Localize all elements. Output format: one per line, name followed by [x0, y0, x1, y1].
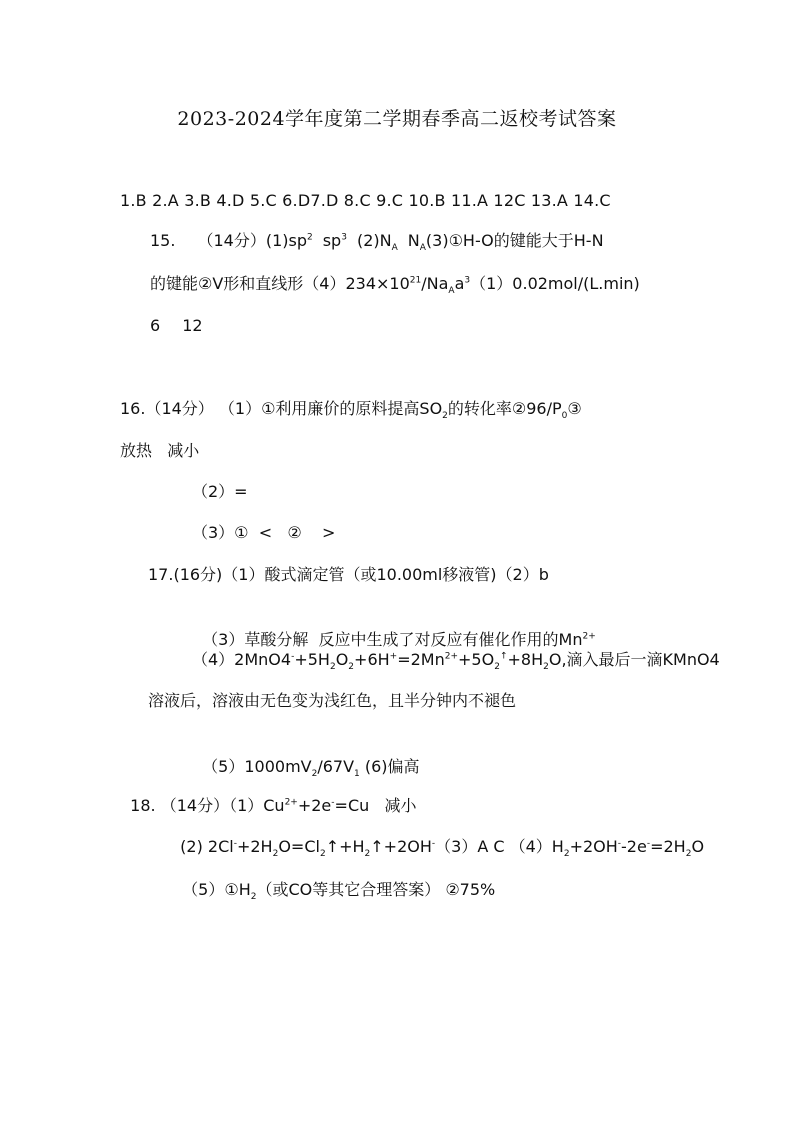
- q16-line-2: 放热 减小: [120, 441, 200, 460]
- q15-number: 15.: [150, 231, 176, 250]
- q16-line-3: （2）=: [192, 482, 248, 501]
- q17-line-1: 17.(16分)（1）酸式滴定管（或10.00ml移液管)（2）b: [148, 565, 549, 584]
- q15-line-3: 6 12: [150, 316, 203, 335]
- q17-line-3: $(4)2MnO4^-+5H_2O_2+6H^+=2Mn^{2+}+5O_2^↑+8H_2O$,滴入最后一滴KMnO4: [192, 650, 720, 673]
- q17-line-2: （3）草酸分解 反应中生成了对反应有催化作用的$Mn^{2+}$: [202, 630, 596, 649]
- q17-line-5: $(5)1000mV_2/67V_1$ (6)偏高: [202, 757, 420, 780]
- q15-line-2: 的键能②V形和直线形$(4)234\times 10^{21}/Na_Aa^3(1)0.02mol/(L.\min)$: [150, 274, 640, 297]
- q17-line-4: 溶液后，溶液由无色变为浅红色，且半分钟内不褪色: [148, 691, 517, 710]
- q16-line-4: （3）① < ② >: [192, 523, 336, 542]
- q18-line-2: (2) $2Cl^-+2H_2O=Cl_2↑+H_2↑+2OH^-(3)A$ C $(4)H_2+2OH^--2e^-=2H_2O$: [180, 837, 705, 860]
- q15-line-1: 15. （14分）$(1)sp^2$ $sp^3$ $(2)N_A$ $N_A(3)①H-O$的键能大于H-N: [150, 231, 604, 254]
- q18-line-1: 18. （14分）$(1)Cu^{2+}+2e^-=Cu$ 减小: [130, 796, 417, 815]
- multiple-choice-answers: 1.B 2.A 3.B 4.D 5.C 6.D7.D 8.C 9.C 10.B 11.A 12C 13.A 14.C: [120, 191, 611, 210]
- q18-line-3: $(5)①H_2$（或CO等其它合理答案） ②75%: [182, 880, 496, 903]
- q15-score: （14分）: [197, 231, 266, 250]
- q16-line-1: 16.（14分） （1）①利用廉价的原料提高$SO_2$的转化率$②96/P_0③$: [120, 399, 582, 422]
- document-title: 2023-2024学年度第二学期春季高二返校考试答案: [177, 108, 617, 130]
